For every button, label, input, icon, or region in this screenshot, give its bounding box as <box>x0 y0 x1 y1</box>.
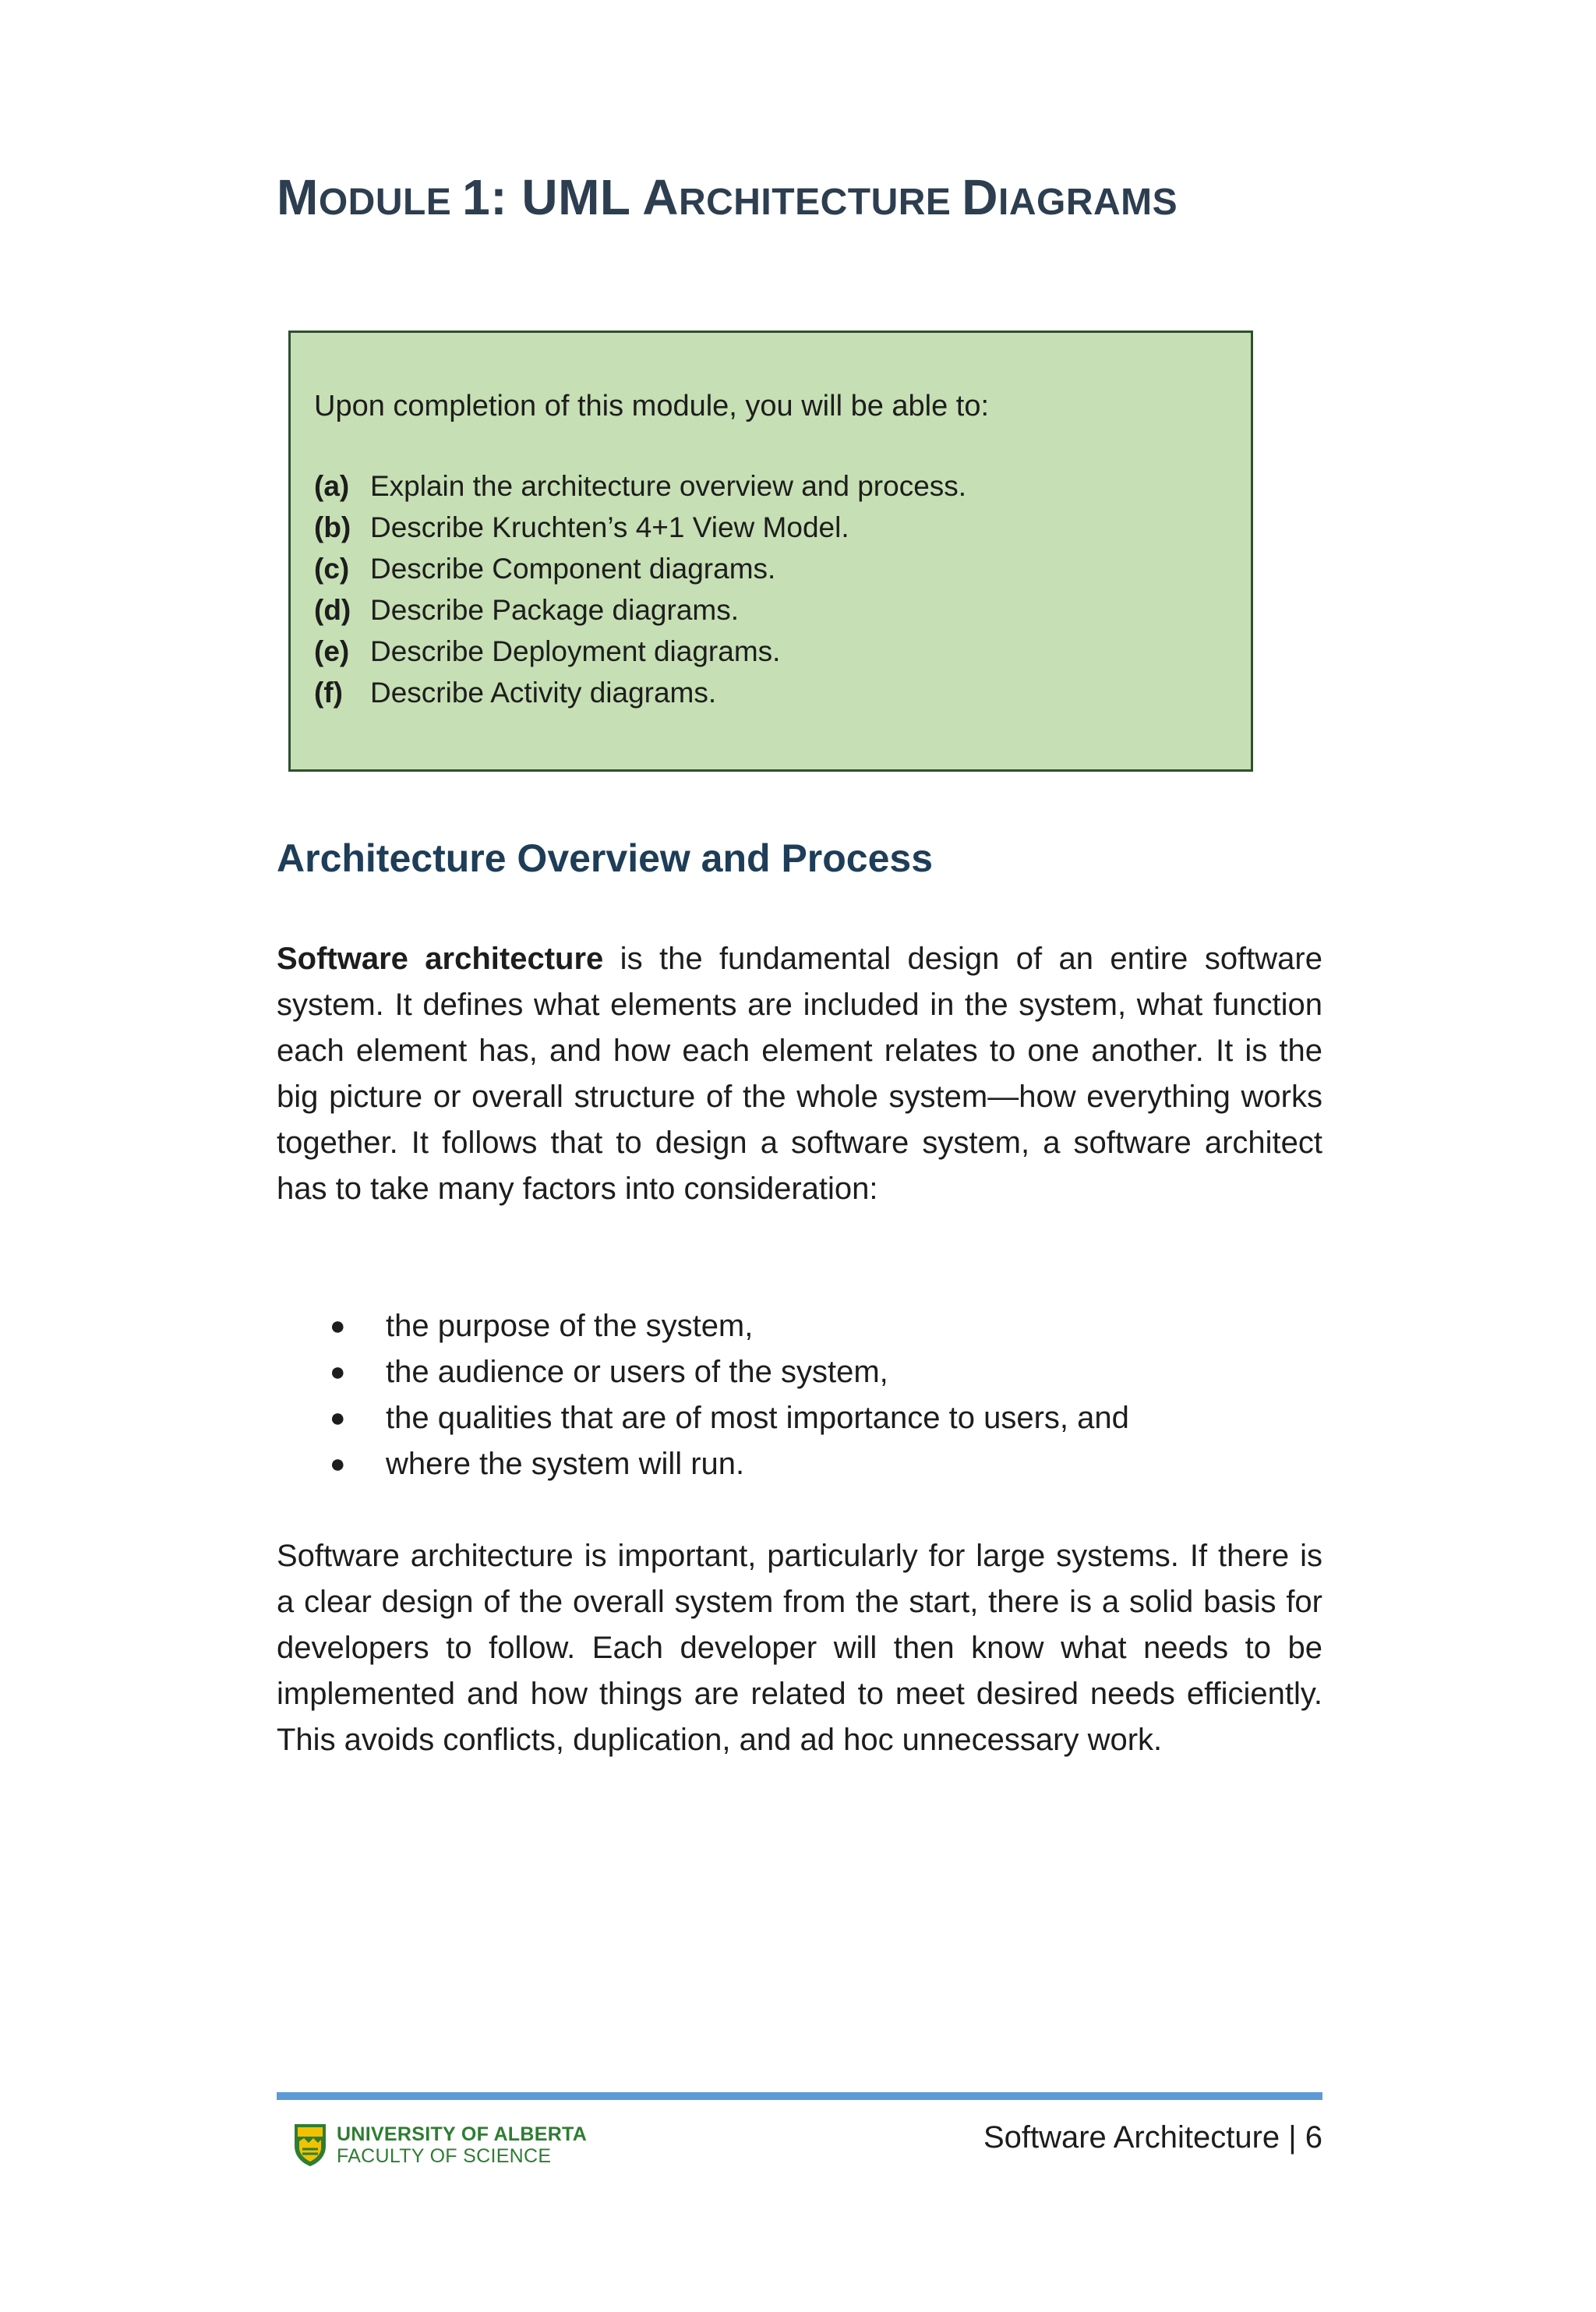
paragraph-importance: Software architecture is important, particularly for large systems. If there is a clear design of the overall system from the start, there is a solid basis for developers to follow. Each developer will then know what needs to be implemented and how things are related to meet desired needs efficiently. This avoids conflicts, duplication, and ad hoc unnecessary work. <box>277 1539 1322 1757</box>
objective-letter: (f) <box>314 676 343 709</box>
title-part: 1: UML <box>462 169 643 225</box>
objective-text: Describe Component diagrams. <box>370 552 776 585</box>
bullet-item <box>277 1303 1322 1349</box>
learning-objectives-box <box>288 331 1253 772</box>
objective-letter: (c) <box>314 552 350 585</box>
objective-item <box>314 465 1227 507</box>
factors-bullet-list <box>277 1303 1322 1487</box>
title-part: M <box>277 169 319 225</box>
bullet-icon: ● <box>330 1449 346 1479</box>
title-part: ODULE <box>318 182 463 223</box>
logo-text <box>337 2123 587 2167</box>
bullet-item <box>277 1441 1322 1487</box>
objective-text: Describe Deployment diagrams. <box>370 635 781 667</box>
bullet-text: where the system will run. <box>386 1447 745 1481</box>
bullet-item <box>277 1349 1322 1395</box>
objective-text: Explain the architecture overview and process. <box>370 469 967 502</box>
bullet-icon: ● <box>330 1357 346 1387</box>
bold-term: Software architecture <box>277 942 604 976</box>
objectives-intro: Upon completion of this module, you will be able to: <box>314 390 990 422</box>
objective-text: Describe Package diagrams. <box>370 593 739 626</box>
crest-icon <box>293 2123 327 2168</box>
paragraph-text: is the fundamental design of an entire software system. It defines what elements are included in the system, what function each element has, and how each element relates to one another. It is the big picture or overall structure of the whole system—how everything works together. It follows that to design a software system, a software architect has to take many factors into consideration: <box>277 942 1322 1206</box>
paragraph-definition <box>277 936 1322 1212</box>
bullet-icon: ● <box>330 1311 346 1341</box>
title-part: D <box>962 169 998 225</box>
footer-rule <box>277 2092 1322 2100</box>
objective-letter: (d) <box>314 593 351 626</box>
bullet-item <box>277 1395 1322 1441</box>
objective-letter: (e) <box>314 635 350 667</box>
logo-university-name: UNIVERSITY OF ALBERTA <box>337 2123 588 2145</box>
objective-text: Describe Kruchten’s 4+1 View Model. <box>370 511 849 543</box>
university-logo <box>293 2120 587 2170</box>
objective-text: Describe Activity diagrams. <box>370 676 717 709</box>
title-part: A <box>642 169 679 225</box>
bullet-text: the audience or users of the system, <box>386 1355 888 1389</box>
objective-item <box>314 589 1227 631</box>
bullet-text: the purpose of the system, <box>386 1309 754 1343</box>
objective-letter: (b) <box>314 511 351 543</box>
objective-item <box>314 507 1227 548</box>
section-heading: Architecture Overview and Process <box>277 836 934 880</box>
objective-item <box>314 548 1227 589</box>
logo-faculty-name: FACULTY OF SCIENCE <box>337 2145 552 2167</box>
objective-item <box>314 631 1227 672</box>
title-part: RCHITECTURE <box>678 182 962 223</box>
bullet-icon: ● <box>330 1403 346 1433</box>
bullet-text: the qualities that are of most importance to users, and <box>386 1401 1129 1435</box>
objective-item <box>314 672 1227 713</box>
page-label: Software Architecture | 6 <box>983 2120 1322 2155</box>
objective-letter: (a) <box>314 469 350 502</box>
title-part: IAGRAMS <box>998 182 1178 223</box>
module-title <box>277 170 1178 224</box>
objectives-list <box>314 465 1227 713</box>
